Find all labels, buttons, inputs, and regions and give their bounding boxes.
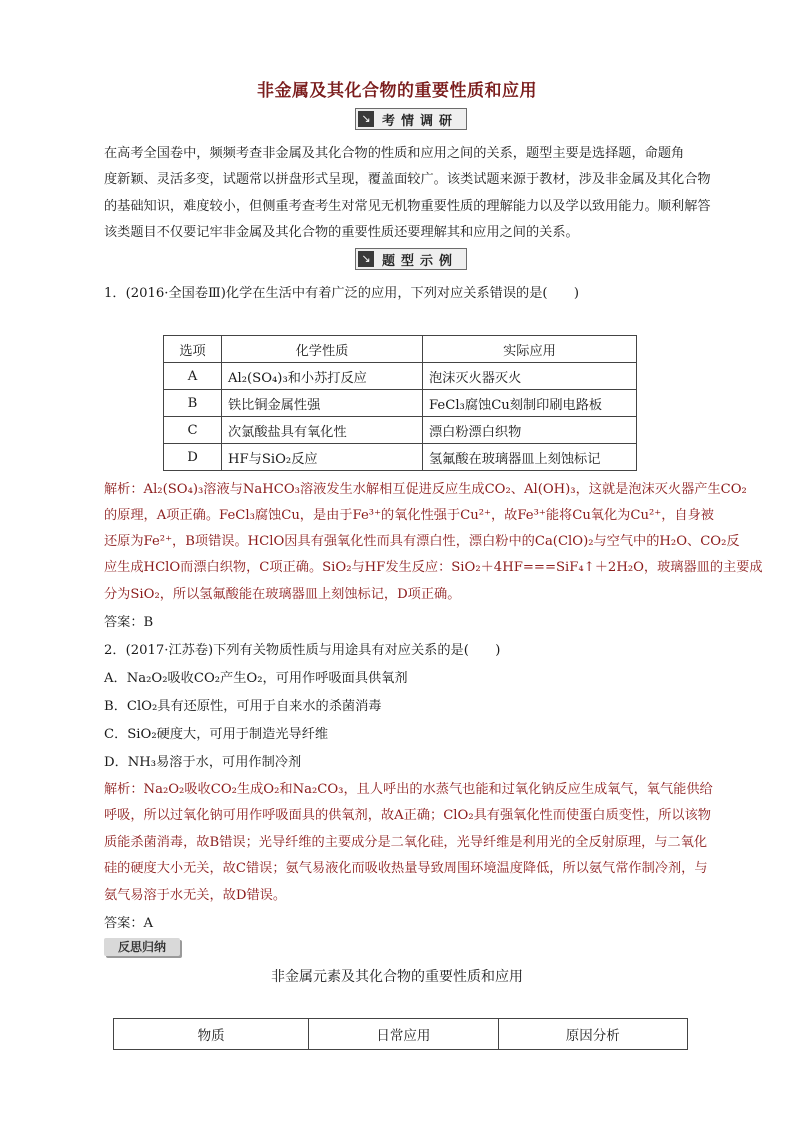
question-2-analysis-line-1: 解析：Na₂O₂吸收CO₂生成O₂和Na₂CO₃，且人呼出的水蒸气也能和过氧化钠反应生成氧气，氧气能供给 — [104, 782, 713, 797]
question-1-analysis-line-4: 应生成HClO而漂白织物，C项正确。SiO₂与HF发生反应：SiO₂＋4HF===SiF₄↑＋2H₂O，玻璃器皿的主要成 — [104, 560, 763, 575]
table-row — [164, 390, 637, 417]
table-cell: 氢氟酸在玻璃器皿上刻蚀标记 — [423, 444, 637, 471]
question-1-analysis-line-2: 的原理，A项正确。FeCl₃腐蚀Cu，是由于Fe³⁺的氧化性强于Cu²⁺，故Fe³⁺能将Cu氧化为Cu²⁺，自身被 — [104, 508, 714, 523]
table-cell: 次氯酸盐具有氧化性 — [222, 417, 423, 444]
question-2-option-c: C．SiO₂硬度大，可用于制造光导纤维 — [104, 727, 329, 742]
table-header-cell: 实际应用 — [423, 336, 637, 363]
question-2-analysis-line-5: 氨气易溶于水无关，故D错误。 — [104, 888, 287, 903]
reflect-subtitle: 非金属元素及其化合物的重要性质和应用 — [271, 969, 523, 985]
intro-line-4: 该类题目不仅要记牢非金属及其化合物的重要性质还要理解其和应用之间的关系。 — [104, 225, 579, 240]
question-1-table — [163, 335, 637, 471]
table-cell: 泡沫灭火器灭火 — [423, 363, 637, 390]
question-1-analysis-line-1: 解析：Al₂(SO₄)₃溶液与NaHCO₃溶液发生水解相互促进反应生成CO₂、Al(OH)₃，这就是泡沫灭火器产生CO₂ — [104, 482, 747, 497]
table-cell: B — [164, 390, 222, 417]
intro-line-3: 的基础知识，难度较小，但侧重考查考生对常见无机物重要性质的理解能力以及学以致用能力。顺利解答 — [104, 199, 711, 214]
table-header-cell: 物质 — [114, 1019, 309, 1050]
question-2-stem: 2．(2017·江苏卷)下列有关物质性质与用途具有对应关系的是( ) — [104, 643, 501, 658]
question-2-analysis-line-2: 呼吸，所以过氧化钠可用作呼吸面具的供氧剂，故A正确；ClO₂具有强氧化性而使蛋白质变性，所以该物 — [104, 808, 711, 823]
table-cell: FeCl₃腐蚀Cu刻制印刷电路板 — [423, 390, 637, 417]
table-header-row — [114, 1019, 688, 1050]
page-title: 非金属及其化合物的重要性质和应用 — [257, 81, 537, 101]
question-1-analysis-line-5: 分为SiO₂，所以氢氟酸能在玻璃器皿上刻蚀标记，D项正确。 — [104, 587, 461, 602]
intro-line-1: 在高考全国卷中，频频考查非金属及其化合物的性质和应用之间的关系，题型主要是选择题，命题角 — [104, 146, 685, 161]
question-1-analysis-line-3: 还原为Fe²⁺，B项错误。HClO因具有强氧化性而具有漂白性，漂白粉中的Ca(ClO)₂与空气中的H₂O、CO₂反 — [104, 534, 740, 549]
table-row — [164, 363, 637, 390]
section-header-kaoqing — [355, 108, 467, 130]
table-cell: D — [164, 444, 222, 471]
table-row — [164, 417, 637, 444]
table-header-cell: 原因分析 — [498, 1019, 687, 1050]
table-cell: 铁比铜金属性强 — [222, 390, 423, 417]
question-2-analysis-line-4: 硅的硬度大小无关，故C错误；氨气易液化而吸收热量导致周围环境温度降低，所以氨气常作制冷剂，与 — [104, 861, 708, 876]
question-2-answer: 答案：A — [104, 916, 154, 931]
table-row — [164, 444, 637, 471]
section-label: 考情调研 — [381, 113, 458, 129]
table-cell: 漂白粉漂白织物 — [423, 417, 637, 444]
table-header-cell: 选项 — [164, 336, 222, 363]
table-header-cell: 日常应用 — [309, 1019, 498, 1050]
intro-line-2: 度新颖、灵活多变，试题常以拼盘形式呈现，覆盖面较广。该类试题来源于教材，涉及非金属及其化合物 — [104, 172, 711, 187]
reflect-badge: 反思归纳 — [104, 938, 180, 956]
question-2-option-a: A．Na₂O₂吸收CO₂产生O₂，可用作呼吸面具供氧剂 — [104, 671, 408, 686]
table-cell: C — [164, 417, 222, 444]
question-1-stem: 1．(2016·全国卷Ⅲ)化学在生活中有着广泛的应用，下列对应关系错误的是( ) — [104, 286, 580, 301]
question-2-option-b: B．ClO₂具有还原性，可用于自来水的杀菌消毒 — [104, 699, 382, 714]
table-header-row — [164, 336, 637, 363]
arrow-icon: ↘ — [358, 111, 374, 127]
table-header-cell: 化学性质 — [222, 336, 423, 363]
question-1-answer: 答案：B — [104, 615, 154, 630]
reflect-table — [113, 1018, 688, 1050]
table-cell: A — [164, 363, 222, 390]
question-2-analysis-line-3: 质能杀菌消毒，故B错误；光导纤维的主要成分是二氧化硅，光导纤维是利用光的全反射原理，与二氧化 — [104, 835, 708, 850]
table-cell: HF与SiO₂反应 — [222, 444, 423, 471]
section-label: 题型示例 — [381, 253, 458, 269]
arrow-icon: ↘ — [358, 251, 374, 267]
table-cell: Al₂(SO₄)₃和小苏打反应 — [222, 363, 423, 390]
question-2-option-d: D．NH₃易溶于水，可用作制冷剂 — [104, 755, 302, 770]
section-header-tixing — [355, 248, 467, 270]
